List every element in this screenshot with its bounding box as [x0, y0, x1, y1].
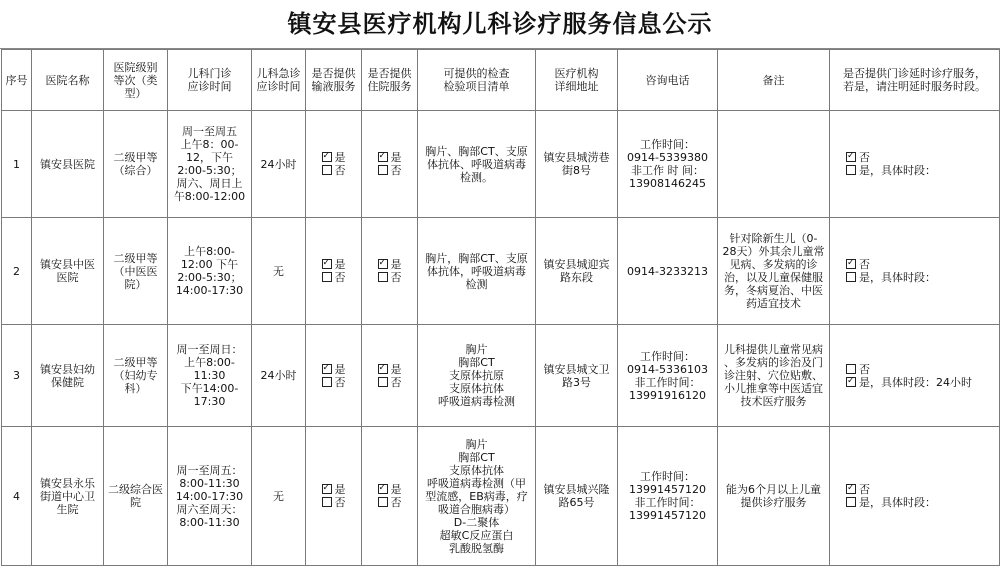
- header-level: 医院级别 等次（类 型）: [104, 50, 168, 111]
- option-label: 是: [390, 151, 402, 164]
- option-label: 是，具体时段：: [859, 164, 936, 177]
- infusion-option-yes[interactable]: [308, 258, 359, 271]
- header-no: 序号: [2, 50, 32, 111]
- inpatient-options: [362, 111, 418, 218]
- checkbox-icon[interactable]: [322, 497, 332, 507]
- checkbox-icon[interactable]: [322, 165, 332, 175]
- extended-option-no[interactable]: [832, 151, 997, 164]
- infusion-option-yes[interactable]: [308, 363, 359, 376]
- services-table: [1, 49, 1000, 566]
- table-header-row: [2, 50, 1000, 111]
- infusion-option-yes[interactable]: [308, 151, 359, 164]
- inpatient-option-no[interactable]: [364, 376, 415, 389]
- inpatient-option-no[interactable]: [364, 164, 415, 177]
- infusion-option-no[interactable]: [308, 164, 359, 177]
- extended-service-options: [830, 325, 1000, 427]
- row-number: 1: [2, 111, 32, 218]
- exam-list: 胸片 胸部CT 支原体抗体 呼吸道病毒检测（甲 型流感，EB病毒，疗 吸道合胞病毒） D-二聚体 超敏C反应蛋白 乳酸脱氢酶: [418, 427, 536, 566]
- exam-list: 胸片 胸部CT 支原体抗原 支原体抗体 呼吸道病毒检测: [418, 325, 536, 427]
- checkbox-icon[interactable]: [846, 484, 856, 494]
- remark: 儿科提供儿童常见病 、多发病的诊治及门 诊注射、穴位贴敷、 小儿推拿等中医适宜 技术医疗服务: [718, 325, 830, 427]
- header-name: 医院名称: [32, 50, 104, 111]
- option-label: 否: [859, 483, 870, 496]
- option-label: 是: [390, 483, 402, 496]
- checkbox-icon[interactable]: [378, 259, 388, 269]
- checkbox-icon[interactable]: [378, 152, 388, 162]
- extended-option-yes[interactable]: [832, 271, 997, 284]
- outpatient-hours: 周一至周日： 上午8:00- 11:30 下午14:00- 17:30: [168, 325, 252, 427]
- remark: 针对除新生儿（0- 28天）外其余儿童常 见病、多发病的诊 治，以及儿童保健服 务，冬病夏治、中医 药适宜技术: [718, 218, 830, 325]
- outpatient-hours: 周一至周五 上午8：00- 12，下午 2:00-5:30； 周六、周日上 午8:00-12:00: [168, 111, 252, 218]
- remark: [718, 111, 830, 218]
- checkbox-icon[interactable]: [378, 364, 388, 374]
- table-row: [2, 218, 1000, 325]
- option-label: 是: [334, 483, 346, 496]
- phone: 0914-3233213: [618, 218, 718, 325]
- outpatient-hours: 周一至周五： 8:00-11:30 14:00-17:30 周六至周天： 8:00-11:30: [168, 427, 252, 566]
- outpatient-hours: 上午8:00- 12:00 下午 2:00-5:30； 14:00-17:30: [168, 218, 252, 325]
- option-label: 否: [334, 375, 346, 389]
- header-remark: 备注: [718, 50, 830, 111]
- hospital-level: 二级甲等 （妇幼专 科）: [104, 325, 168, 427]
- option-label: 否: [390, 375, 402, 389]
- hospital-level: 二级甲等 （中医医 院）: [104, 218, 168, 325]
- inpatient-options: [362, 427, 418, 566]
- remark: 能为6个月以上儿童 提供诊疗服务: [718, 427, 830, 566]
- phone: 工作时间： 13991457120 非工作时间： 13991457120: [618, 427, 718, 566]
- checkbox-icon[interactable]: [378, 377, 388, 387]
- header-outpatient: 儿科门诊 应诊时间: [168, 50, 252, 111]
- extended-option-yes[interactable]: [832, 164, 997, 177]
- inpatient-option-no[interactable]: [364, 271, 415, 284]
- header-inpatient: 是否提供 住院服务: [362, 50, 418, 111]
- emergency-hours: 24小时: [252, 325, 306, 427]
- extended-option-no[interactable]: [832, 363, 997, 376]
- checkbox-icon[interactable]: [378, 272, 388, 282]
- table-row: [2, 325, 1000, 427]
- infusion-options: [306, 325, 362, 427]
- extended-option-yes[interactable]: [832, 496, 997, 509]
- inpatient-option-yes[interactable]: [364, 258, 415, 271]
- option-label: 否: [859, 258, 870, 271]
- extended-service-options: [830, 111, 1000, 218]
- option-label: 是，具体时段：: [859, 271, 936, 284]
- exam-list: 胸片，胸部CT、支原 体抗体，呼吸道病毒 检测: [418, 218, 536, 325]
- checkbox-icon[interactable]: [322, 364, 332, 374]
- hospital-name: 镇安县妇幼 保健院: [32, 325, 104, 427]
- checkbox-icon[interactable]: [322, 152, 332, 162]
- checkbox-icon[interactable]: [378, 484, 388, 494]
- address: 镇安县城文卫 路3号: [536, 325, 618, 427]
- inpatient-options: [362, 218, 418, 325]
- emergency-hours: 24小时: [252, 111, 306, 218]
- checkbox-icon[interactable]: [846, 165, 856, 175]
- option-label: 是: [334, 362, 346, 376]
- option-label: 是，具体时段：: [859, 375, 936, 389]
- checkbox-icon[interactable]: [846, 497, 856, 507]
- infusion-option-no[interactable]: [308, 271, 359, 284]
- checkbox-icon[interactable]: [846, 152, 856, 162]
- option-label: 是: [334, 258, 346, 271]
- phone: 工作时间： 0914-5339380 非工作 时 间： 13908146245: [618, 111, 718, 218]
- checkbox-icon[interactable]: [322, 377, 332, 387]
- option-label: 否: [859, 151, 870, 164]
- hospital-name: 镇安县医院: [32, 111, 104, 218]
- option-label: 否: [334, 164, 346, 177]
- extended-option-yes[interactable]: [832, 376, 997, 389]
- infusion-option-yes[interactable]: [308, 483, 359, 496]
- extended-service-options: [830, 218, 1000, 325]
- option-label: 否: [334, 496, 346, 509]
- header-extended: 是否提供门诊延时诊疗服务， 若是，请注明延时服务时段。: [830, 50, 1000, 111]
- emergency-hours: 无: [252, 427, 306, 566]
- inpatient-option-yes[interactable]: [364, 363, 415, 376]
- address: 镇安县城涝巷 街8号: [536, 111, 618, 218]
- header-phone: 咨询电话: [618, 50, 718, 111]
- inpatient-option-yes[interactable]: [364, 151, 415, 164]
- option-label: 否: [859, 362, 870, 376]
- inpatient-option-yes[interactable]: [364, 483, 415, 496]
- hospital-level: 二级甲等 （综合）: [104, 111, 168, 218]
- extended-option-no[interactable]: [832, 483, 997, 496]
- row-number: 4: [2, 427, 32, 566]
- checkbox-icon[interactable]: [322, 484, 332, 494]
- hospital-name: 镇安县永乐 街道中心卫 生院: [32, 427, 104, 566]
- infusion-option-no[interactable]: [308, 376, 359, 389]
- checkbox-icon[interactable]: [846, 364, 856, 374]
- header-emergency: 儿科急诊 应诊时间: [252, 50, 306, 111]
- table-row: [2, 111, 1000, 218]
- phone: 工作时间： 0914-5336103 非工作时间： 13991916120: [618, 325, 718, 427]
- infusion-options: [306, 218, 362, 325]
- header-address: 医疗机构 详细地址: [536, 50, 618, 111]
- hospital-level: 二级综合医 院: [104, 427, 168, 566]
- inpatient-options: [362, 325, 418, 427]
- checkbox-icon[interactable]: [846, 272, 856, 282]
- checkbox-icon[interactable]: [846, 377, 856, 387]
- header-exams: 可提供的检查 检验项目清单: [418, 50, 536, 111]
- emergency-hours: 无: [252, 218, 306, 325]
- extended-option-no[interactable]: [832, 258, 997, 271]
- option-label: 否: [390, 164, 402, 177]
- infusion-options: [306, 427, 362, 566]
- option-label: 否: [390, 271, 402, 284]
- checkbox-icon[interactable]: [846, 259, 856, 269]
- address: 镇安县城兴隆 路65号: [536, 427, 618, 566]
- option-label: 否: [390, 496, 402, 509]
- option-label: 是: [390, 258, 402, 271]
- exam-list: 胸片、胸部CT、支原 体抗体、呼吸道病毒 检测。: [418, 111, 536, 218]
- checkbox-icon[interactable]: [322, 272, 332, 282]
- table-row: [2, 427, 1000, 566]
- checkbox-icon[interactable]: [322, 259, 332, 269]
- inpatient-option-no[interactable]: [364, 496, 415, 509]
- checkbox-icon[interactable]: [378, 497, 388, 507]
- address: 镇安县城迎宾 路东段: [536, 218, 618, 325]
- option-label: 是: [390, 362, 402, 376]
- extended-service-options: [830, 427, 1000, 566]
- infusion-options: [306, 111, 362, 218]
- row-number: 3: [2, 325, 32, 427]
- option-label: 是: [334, 151, 346, 164]
- extended-time: 24小时: [936, 375, 972, 389]
- infusion-option-no[interactable]: [308, 496, 359, 509]
- hospital-name: 镇安县中医 医院: [32, 218, 104, 325]
- checkbox-icon[interactable]: [378, 165, 388, 175]
- option-label: 否: [334, 271, 346, 284]
- page-title: 镇安县医疗机构儿科诊疗服务信息公示: [0, 0, 1000, 49]
- header-infusion: 是否提供 输液服务: [306, 50, 362, 111]
- row-number: 2: [2, 218, 32, 325]
- option-label: 是，具体时段：: [859, 496, 936, 509]
